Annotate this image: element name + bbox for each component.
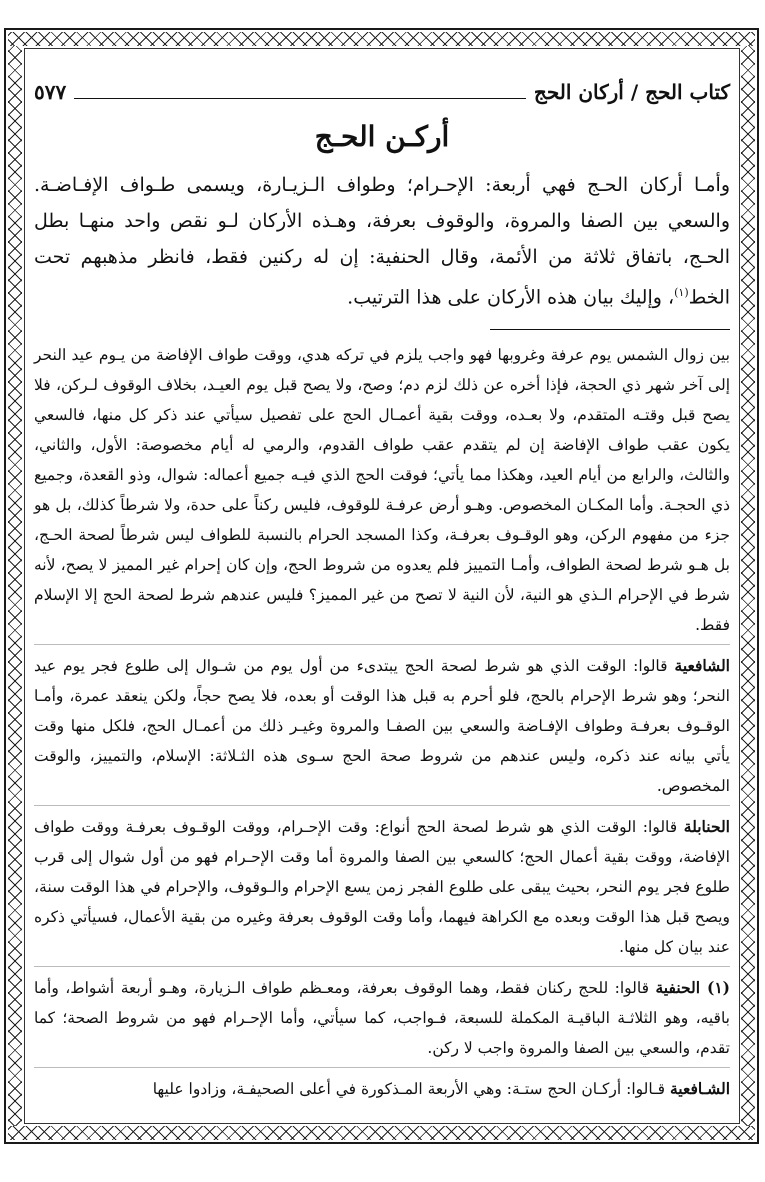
footnote-block — [34, 1074, 730, 1108]
page-content — [34, 80, 730, 1120]
ornament-bottom-border — [8, 1126, 755, 1140]
footnote-block — [34, 812, 730, 967]
footnote-text: قالوا: للحج ركنان فقط، وهما الوقوف بعرفة، ومعـظم طواف الـزيارة، وهـو أربعة أشواط، وأما باقيه، وهو الثلاثـة الباقيـة المكملة للسبعة، فـواجب، كما سيأتي، وأما الإحـرام فهو من شروط الصحة؛ كما تقدم، والسعي بين الصفا والمروة واجب لا ركن. — [34, 979, 730, 1058]
footnote-block — [34, 973, 730, 1068]
main-paragraph-text-end: ، وإليك بيان هذه الأركان على هذا الترتيب. — [347, 286, 675, 309]
ornament-left-border — [8, 46, 22, 1126]
footnote-block — [34, 651, 730, 806]
footnote-text: قالوا: الوقت الذي هو شرط لصحة الحج أنواع: وقت الإحـرام، ووقت الوقـوف بعرفـة ووقت طواف الإفاضة، ووقت بقية أعمال الحج؛ كالسعي بين الصفا والمروة أما وقت الإحـرام فهو من أول شوال إلى قرب طلوع فجر يوم النحر، بحيث يبقى على طلوع الفجر زمن يسع الإحرام والـوقوف، والإحرام في هذا الوقت سنة، ويصح قبل هذا الوقت وبعده مع الكراهة فيهما، وأما وقت الوقوف بعرفة وغيره من بقية الأعمال، فسيأتي ذكره عند بيان كل منها. — [34, 818, 730, 957]
running-header — [34, 80, 730, 112]
section-title: أركـن الحـج — [314, 120, 450, 153]
footnote-lead: الشـافعية — [670, 1079, 730, 1099]
footnote-lead: الشافعية — [674, 656, 730, 676]
main-paragraph-text: وأمـا أركان الحـج فهي أربعة: الإحـرام؛ وطواف الـزيـارة، ويسمى طـواف الإفـاضـة. والسعي بين الصفا والمروة، والوقوف بعرفة، وهـذه الأركان لـو نقص واحد منهـا بطل الحـج، باتفاق ثلاثة من الأئمة، وقال الحنفية: إن له ركنين فقط، فانظر مذهبهم تحت الخط — [34, 174, 730, 309]
footnote-lead: (١) الحنفية — [655, 978, 730, 998]
footnote-block — [34, 340, 730, 645]
footnote-text: بين زوال الشمس يوم عرفة وغروبها فهو واجب يلزم في تركه هدي، ووقت طواف الإفاضة من يـوم عيد النحر إلى آخر شهر ذي الحجة، فإذا أخره عن ذلك لزم دم؛ وصح، ولا يصح قبل يوم العيـد، بخلاف الوقوف لـركن، فلا يصح قبل وقتـه المتقدم، ولا بعـده، ووقت بقية أعمـال الحج على تفصيل سيأتي عند ذكر كل منها، فالسعي يكون عقب طواف الإفاضة إن لم يتقدم عقب طواف القدوم، والرمي له أيام مخصوصة: الأول، والثاني، والثالث، والرابع من أيام العيد، وهكذا مما يأتي؛ فوقت الحج الذي فيـه جميع أعماله: شوال، وذو القعدة، وجميع ذي الحجـة. وأما المكـان المخصوص. وهـو أرض عرفـة للوقوف، فليس ركناً على حدة، ولا شرطاً كذلك، بل هو جزء من مفهوم الركن، وهو الوقـوف بعرفـة، وكذا المسجد الحرام بالنسبة للطواف ليس شرطاً لصحة الحـج، بل هـو شرط لصحة الطواف، وأمـا التمييز فلم يعدوه من شروط الحج، وإن كان إحرام غير المميز لا يصح، لأنه شرط في الإحرام الـذي هو النية، لأن النية لا تصح من غير المميز؟ فليس عندهم شرط لصحة الحج إلا الإسلام فقط. — [34, 346, 730, 635]
footnote-text: قالوا: الوقت الذي هو شرط لصحة الحج يبتدىء من أول يوم من شـوال إلى طلوع فجر يوم عيد النحر؛ وهو شرط الإحرام بالحج، فلو أحرم به قبل هذا الوقت أو بعده، فلا يصح حجاً، ولكن ينعقد عمرة، وأمـا الوقـوف بعرفـة وطواف الإفـاضة والسعي بين الصفـا والمروة وغيـر ذلك من أعمـال الحج، فلكل منها وقت يأتي بيانه عند ذكره، وليس عندهم من شروط صحة الحج سـوى هذه الثـلاثة: الإسلام، والتمييز، والوقت المخصوص. — [34, 657, 730, 796]
main-paragraph — [34, 167, 730, 315]
footnotes — [34, 340, 730, 1108]
ornament-right-border — [741, 46, 755, 1126]
header-rule — [74, 98, 526, 99]
ornament-top-border — [8, 32, 755, 46]
footnote-lead: الحنابلة — [683, 817, 730, 837]
footnote-marker[interactable]: (١) — [674, 286, 689, 299]
page-number: ٥٧٧ — [34, 80, 67, 104]
running-title: كتاب الحج / أركان الحج — [533, 80, 730, 104]
footnote-text: قـالوا: أركـان الحج ستـة: وهي الأربعة المـذكورة في أعلى الصحيفـة، وزادوا عليها — [152, 1080, 670, 1099]
footnote-separator — [490, 329, 730, 330]
